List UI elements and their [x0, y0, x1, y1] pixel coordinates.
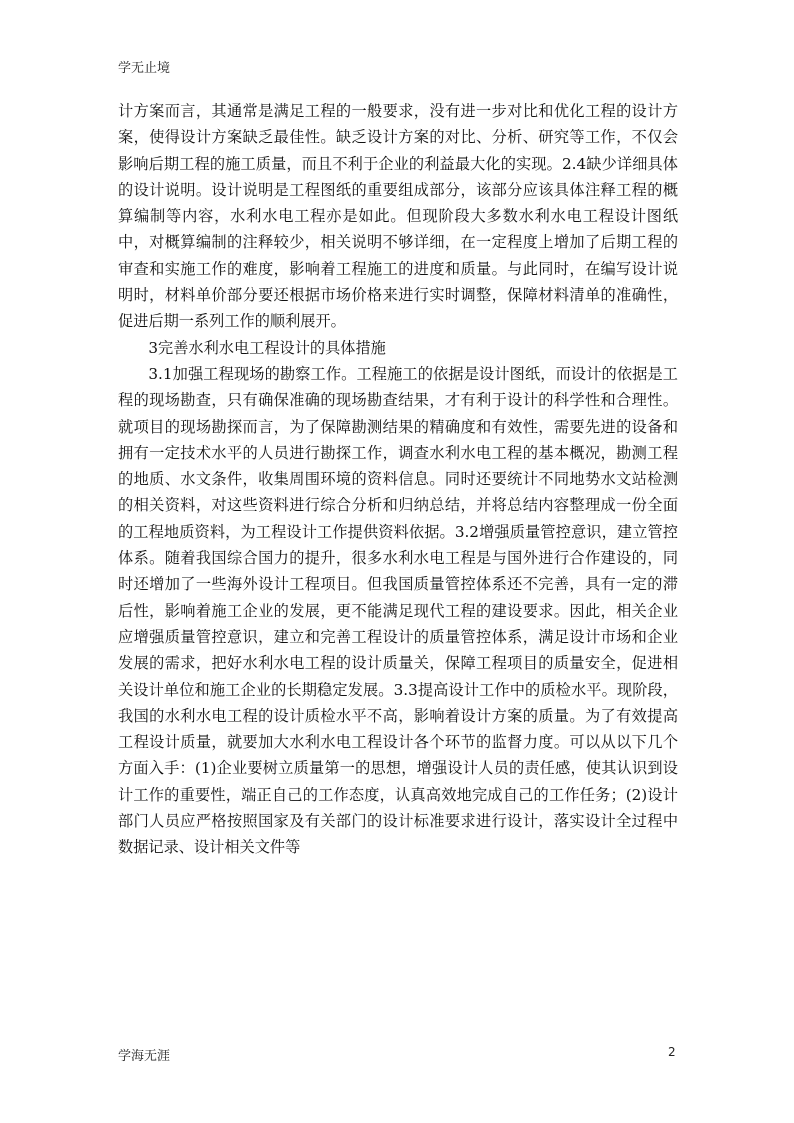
page-footer: 学海无涯: [118, 1049, 171, 1064]
page-header: 学无止境: [118, 61, 171, 76]
section-heading: 3完善水利水电工程设计的具体措施: [148, 338, 386, 357]
page-number: 2: [668, 1045, 676, 1059]
document-body: [118, 98, 678, 861]
paragraph-measures: 3.1加强工程现场的勘察工作。工程施工的依据是设计图纸，而设计的依据是工程的现场勘查，只有确保准确的现场勘查结果，才有利于设计的科学性和合理性。就项目的现场勘探而言，为了保障勘测结果的精确度和有效性，需要先进的设备和拥有一定技术水平的人员进行勘探工作，调查水利水电工程的基本概况，勘测工程的地质、水文条件，收集周围环境的资料信息。同时还要统计不同地势水文站检测的相关资料，对这些资料进行综合分析和归纳总结，并将总结内容整理成一份全面的工程地质资料，为工程设计工作提供资料依据。3.2增强质量管控意识，建立管控体系。随着我国综合国力的提升，很多水利水电工程是与国外进行合作建设的，同时还增加了一些海外设计工程项目。但我国质量管控体系还不完善，具有一定的滞后性，影响着施工企业的发展，更不能满足现代工程的建设要求。因此，相关企业应增强质量管控意识，建立和完善工程设计的质量管控体系，满足设计市场和企业发展的需求，把好水利水电工程的设计质量关，保障工程项目的质量安全，促进相关设计单位和施工企业的长期稳定发展。3.3提高设计工作中的质检水平。现阶段，我国的水利水电工程的设计质检水平不高，影响着设计方案的质量。为了有效提高工程设计质量，就要加大水利水电工程设计各个环节的监督力度。可以从以下几个方面入手：(1)企业要树立质量第一的思想，增强设计人员的责任感，使其认识到设计工作的重要性，端正自己的工作态度，认真高效地完成自己的工作任务；(2)设计部门人员应严格按照国家及有关部门的设计标准要求进行设计，落实设计全过程中数据记录、设计相关文件等: [118, 364, 678, 857]
paragraph-continuation: 计方案而言，其通常是满足工程的一般要求，没有进一步对比和优化工程的设计方案，使得设计方案缺乏最佳性。缺乏设计方案的对比、分析、研究等工作，不仅会影响后期工程的施工质量，而且不利于企业的利益最大化的实现。2.4缺少详细具体的设计说明。设计说明是工程图纸的重要组成部分，该部分应该具体注释工程的概算编制等内容，水利水电工程亦是如此。但现阶段大多数水利水电工程设计图纸中，对概算编制的注释较少，相关说明不够详细，在一定程度上增加了后期工程的审查和实施工作的难度，影响着工程施工的进度和质量。与此同时，在编写设计说明时，材料单价部分要还根据市场价格来进行实时调整，保障材料清单的准确性，促进后期一系列工作的顺利展开。: [118, 102, 678, 331]
